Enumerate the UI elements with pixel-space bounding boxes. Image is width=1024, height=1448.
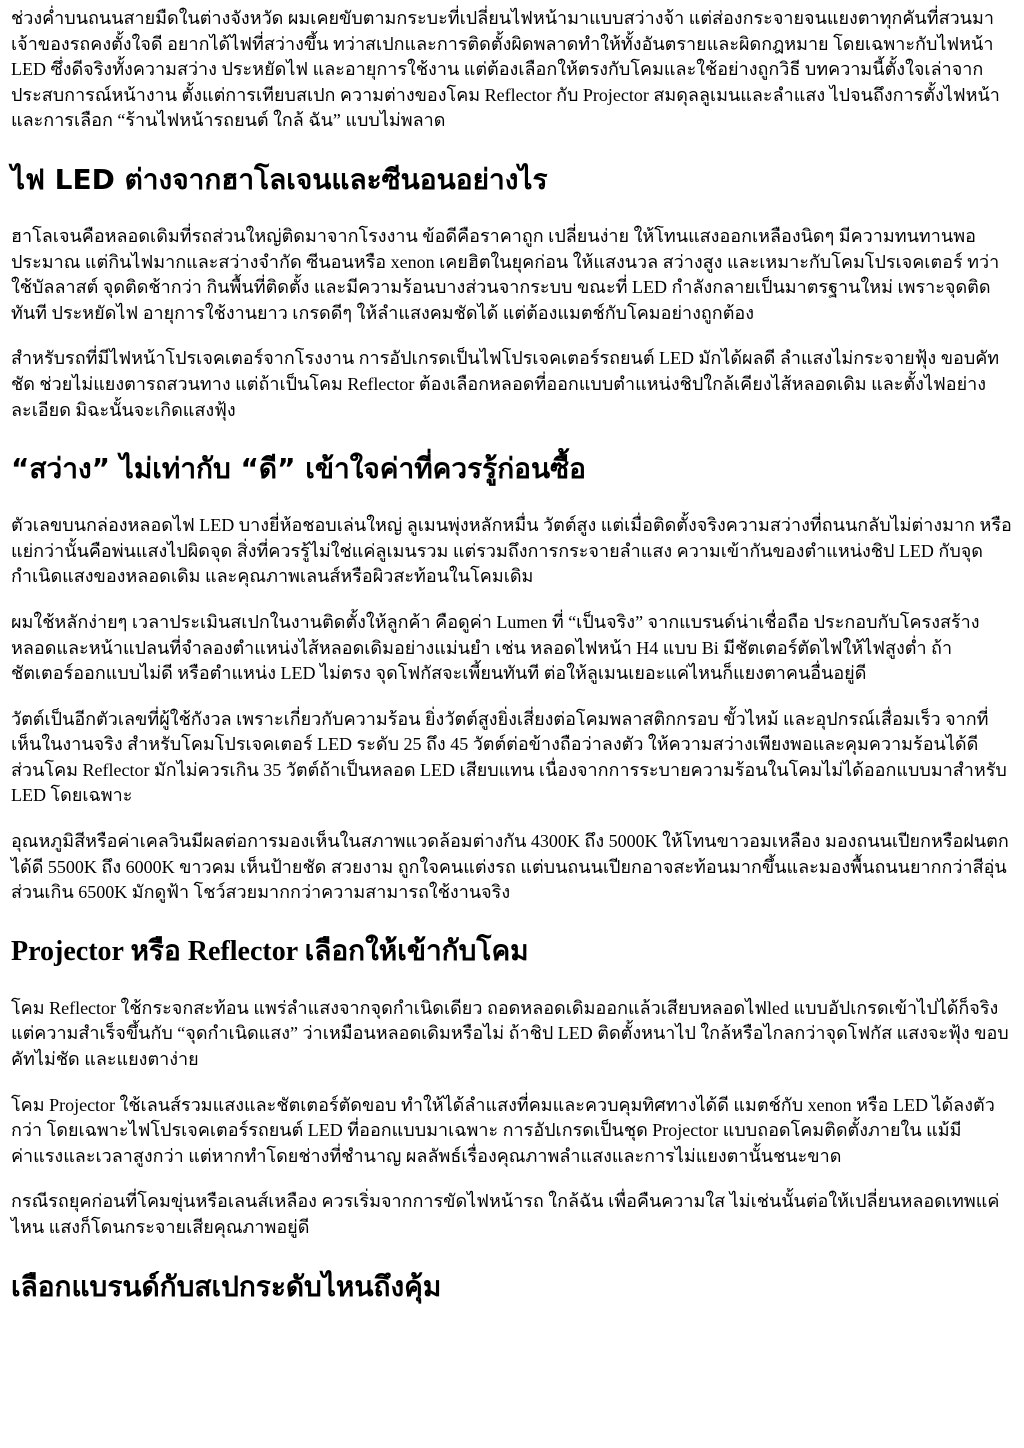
paragraph: โคม Projector ใช้เลนส์รวมแสงและชัตเตอร์ตัดขอบ ทำให้ได้ลำแสงที่คมและควบคุมทิศทางได้ดี แมตช์กับ xenon หรือ LED ได้ลงตัวกว่า โดยเฉพาะไฟโปรเจคเตอร์รถยนต์ LED ที่ออกแบบมาเฉพาะ การอัปเกรดเป็นชุด Projector แบบถอดโคมติดตั้งภายใน แม้มีค่าแรงและเวลาสูงกว่า แต่หากทำโดยช่างที่ชำนาญ ผลลัพธ์เรื่องคุณภาพลำแสงและการไม่แยงตานั้นชนะขาด <box>11 1094 995 1166</box>
section-heading: Projector หรือ Reflector เลือกให้เข้ากับโคม <box>11 935 529 967</box>
paragraph: ตัวเลขบนกล่องหลอดไฟ LED บางยี่ห้อชอบเล่นใหญ่ ลูเมนพุ่งหลักหมื่น วัตต์สูง แต่เมื่อติดตั้งจริงความสว่างที่ถนนกลับไม่ต่างมาก หรือแย่กว่านั้นคือพ่นแสงไปผิดจุด สิ่งที่ควรรู้ไม่ใช่แค่ลูเมนรวม แต่รวมถึงการกระจายลำแสง ความเข้ากันของตำแหน่งชิป LED กับจุดกำเนิดแสงของหลอดเดิม และคุณภาพเลนส์หรือผิวสะท้อนในโคมเดิม <box>11 515 1012 587</box>
paragraph: วัตต์เป็นอีกตัวเลขที่ผู้ใช้กังวล เพราะเกี่ยวกับความร้อน ยิ่งวัตต์สูงยิ่งเสี่ยงต่อโคมพลาสติกกรอบ ขั้วไหม้ และอุปกรณ์เสื่อมเร็ว จากที่เห็นในงานจริง สำหรับโคมโปรเจคเตอร์ LED ระดับ 25 ถึง 45 วัตต์ต่อข้างถือว่าลงตัว ให้ความสว่างเพียงพอและคุมความร้อนได้ดี ส่วนโคม Reflector มักไม่ควรเกิน 35 วัตต์ถ้าเป็นหลอด LED เสียบแทน เนื่องจากการระบายความร้อนในโคมไม่ได้ออกแบบมาสำหรับ LED โดยเฉพาะ <box>11 708 1007 806</box>
section-heading: เลือกแบรนด์กับสเปกระดับไหนถึงคุ้ม <box>11 1269 442 1303</box>
section-heading: ไฟ LED ต่างจากฮาโลเจนและซีนอนอย่างไร <box>11 162 548 196</box>
paragraph: ผมใช้หลักง่ายๆ เวลาประเมินสเปกในงานติดตั้งให้ลูกค้า คือดูค่า Lumen ที่ “เป็นจริง” จากแบรนด์น่าเชื่อถือ ประกอบกับโครงสร้างหลอดและหน้าแปลนที่จำลองตำแหน่งไส้หลอดเดิมอย่างแม่นยำ เช่น หลอดไฟหน้า H4 แบบ Bi มีชัตเตอร์ตัดไฟให้ไฟสูงต่ำ ถ้าชัตเตอร์ออกแบบไม่ดี หรือตำแหน่ง LED ไม่ตรง จุดโฟกัสจะเพี้ยนทันที ต่อให้ลูเมนเยอะแค่ไหนก็แยงตาคนอื่นอยู่ดี <box>11 611 980 684</box>
paragraph: ฮาโลเจนคือหลอดเดิมที่รถส่วนใหญ่ติดมาจากโรงงาน ข้อดีคือราคาถูก เปลี่ยนง่าย ให้โทนแสงออกเหลืองนิดๆ มีความทนทานพอประมาณ แต่กินไฟมากและสว่างจำกัด ซีนอนหรือ xenon เคยฮิตในยุคก่อน ให้แสงนวล สว่างสูง และเหมาะกับโคมโปรเจคเตอร์ ทว่าใช้บัลลาสต์ จุดติดช้ากว่า กินพื้นที่ติดตั้ง และมีความร้อนบางส่วนจากระบบ ขณะที่ LED กำลังกลายเป็นมาตรฐานใหม่ เพราะจุดติดทันที ประหยัดไฟ อายุการใช้งานยาว เกรดดีๆ ให้ลำแสงคมชัดได้ แต่ต้องแมตช์กับโคมอย่างถูกต้อง <box>11 225 1000 323</box>
paragraph: สำหรับรถที่มีไฟหน้าโปรเจคเตอร์จากโรงงาน การอัปเกรดเป็นไฟโปรเจคเตอร์รถยนต์ LED มักได้ผลดี ลำแสงไม่กระจายฟุ้ง ขอบคัทชัด ช่วยไม่แยงตารถสวนทาง แต่ถ้าเป็นโคม Reflector ต้องเลือกหลอดที่ออกแบบตำแหน่งชิปใกล้เคียงไส้หลอดเดิม และตั้งไฟอย่างละเอียด มิฉะนั้นจะเกิดแสงฟุ้ง <box>11 348 1000 420</box>
paragraph: กรณีรถยุคก่อนที่โคมขุ่นหรือเลนส์เหลือง ควรเริ่มจากการขัดไฟหน้ารถ ใกล้ฉัน เพื่อคืนความใส ไม่เช่นนั้นต่อให้เปลี่ยนหลอดเทพแค่ไหน แสงก็โดนกระจายเสียคุณภาพอยู่ดี <box>11 1191 1000 1237</box>
paragraph: โคม Reflector ใช้กระจกสะท้อน แพร่ลำแสงจากจุดกำเนิดเดียว ถอดหลอดเดิมออกแล้วเสียบหลอดไฟled แบบอัปเกรดเข้าไปได้ก็จริง แต่ความสำเร็จขึ้นกับ “จุดกำเนิดแสง” ว่าเหมือนหลอดเดิมหรือไม่ ถ้าชิป LED ติดตั้งหนาไป ใกล้หรือไกลกว่าจุดโฟกัส แสงจะฟุ้ง ขอบคัทไม่ชัด และแยงตาง่าย <box>11 997 1009 1070</box>
section-heading: “สว่าง” ไม่เท่ากับ “ดี” เข้าใจค่าที่ควรรู้ก่อนซื้อ <box>11 452 586 486</box>
paragraph: อุณหภูมิสีหรือค่าเคลวินมีผลต่อการมองเห็นในสภาพแวดล้อมต่างกัน 4300K ถึง 5000K ให้โทนขาวอมเหลือง มองถนนเปียกหรือฝนตกได้ดี 5500K ถึง 6000K ขาวคม เห็นป้ายชัด สวยงาม ถูกใจคนแต่งรถ แต่บนถนนเปียกอาจสะท้อนมากขึ้นและมองพื้นถนนยากกว่าสีอุ่น ส่วนเกิน 6500K มักดูฟ้า โชว์สวยมากกว่าความสามารถใช้งานจริง <box>11 831 1009 903</box>
intro-paragraph: ช่วงค่ำบนถนนสายมืดในต่างจังหวัด ผมเคยขับตามกระบะที่เปลี่ยนไฟหน้ามาแบบสว่างจ้า แต่ส่องกระจายจนแยงตาทุกคันที่สวนมา เจ้าของรถคงตั้งใจดี อยากได้ไฟที่สว่างขึ้น ทว่าสเปกและการติดตั้งผิดพลาดทำให้ทั้งอันตรายและผิดกฎหมาย โดยเฉพาะกับไฟหน้า LED ซึ่งดีจริงทั้งความสว่าง ประหยัดไฟ และอายุการใช้งาน แต่ต้องเลือกให้ตรงกับโคมและใช้อย่างถูกวิธี บทความนี้ตั้งใจเล่าจากประสบการณ์หน้างาน ตั้งแต่การเทียบสเปก ความต่างของโคม Reflector กับ Projector สมดุลลูเมนและลำแสง ไปจนถึงการตั้งไฟหน้าและการเลือก “ร้านไฟหน้ารถยนต์ ใกล้ ฉัน” แบบไม่พลาด <box>11 8 1000 131</box>
